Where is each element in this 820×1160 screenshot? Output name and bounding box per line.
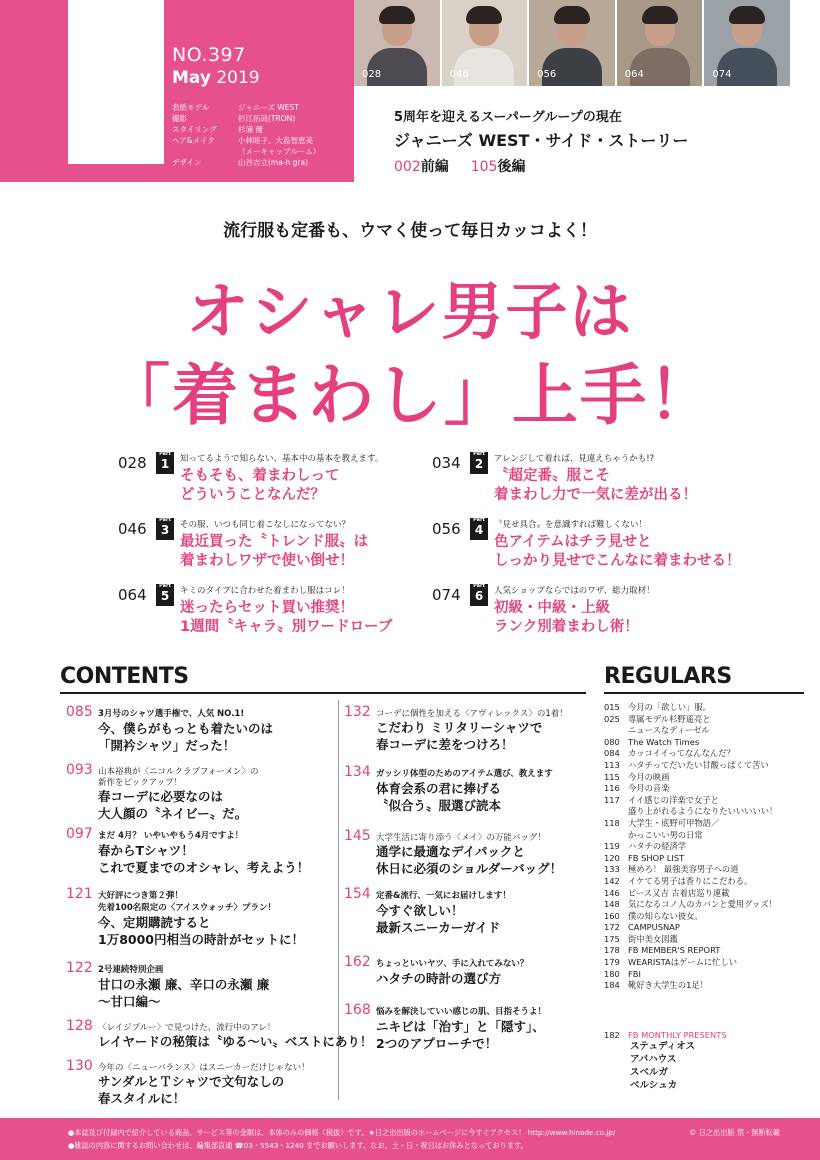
part-page: 064 <box>118 586 147 604</box>
regular-page: 115 <box>604 771 620 782</box>
regular-title: 靴好き大学生の1足！ <box>628 980 708 991</box>
part-headline-2: しっかり見せでこんなに着まわせる！ <box>494 553 741 569</box>
contents-kicker: 定番&流行、一気にお届けします！ <box>376 891 511 901</box>
regular-page: 119 <box>604 841 620 852</box>
photo-hair <box>729 6 765 24</box>
issue-date <box>172 68 260 88</box>
header-white-panel <box>68 0 164 164</box>
present-brand[interactable]: ステュディオス <box>630 1041 696 1052</box>
credit-name: 山谷吉立(ma-h gra) <box>238 158 309 167</box>
feature-part[interactable] <box>118 518 448 574</box>
contents-lead: 大学生活に寄り添う〈メイ〉の万能バッグ！ <box>376 833 546 843</box>
footer-copyright: © 日之出出版 禁・無断転載 <box>689 1128 780 1137</box>
regular-page: 117 <box>604 794 620 805</box>
part-intro: アレンジして着れば、見違えちゃうかも!? <box>494 454 655 464</box>
contents-headline: 今すぐ欲しい！ <box>376 903 464 918</box>
regular-item[interactable] <box>604 714 804 726</box>
photo-page-number: 046 <box>449 69 469 80</box>
contents-page: 168 <box>344 1002 371 1018</box>
regular-title: FB MEMBER'S REPORT <box>628 945 721 956</box>
regular-item[interactable] <box>604 795 804 807</box>
credit-role: デザイン <box>172 158 202 167</box>
photo-page-number: 056 <box>537 69 557 80</box>
regular-item[interactable] <box>604 957 804 969</box>
credit-name: ジャニーズ WEST <box>238 103 299 112</box>
contents-headline: 甘口の永瀬 廉、辛口の永瀬 廉 <box>98 977 270 992</box>
regular-title: カッコイイってなんなんだ？ <box>628 748 735 759</box>
part-headline-1: 色アイテムはチラ見せと <box>494 534 652 550</box>
contents-page: 154 <box>344 886 371 902</box>
credit-name: （メーキャップルーム） <box>238 147 321 156</box>
contents-item[interactable] <box>66 704 334 760</box>
regular-item[interactable] <box>604 737 804 749</box>
west-subtitle: 5周年を迎えるスーパーグループの現在 <box>394 110 622 125</box>
contents-lead: 山本裕典が〈ニコルクラブフォーメン〉の <box>98 767 259 777</box>
regular-page: 179 <box>604 957 620 968</box>
contents-page: 128 <box>66 1018 93 1034</box>
regular-title: 盛り上がれるようになりたいいいいい！ <box>628 806 778 817</box>
contents-headline: 今、定期購読すると <box>98 915 211 930</box>
regular-title: ニュースなディーゼル <box>628 725 710 736</box>
regular-page: 080 <box>604 736 620 747</box>
regular-page: 180 <box>604 968 620 979</box>
part-headline-1: 迷ったらセット買い推奨！ <box>180 600 354 616</box>
contents-page: 134 <box>344 764 371 780</box>
regular-title: 今月の「欲しい」服。 <box>628 702 711 712</box>
credit-row <box>172 113 320 124</box>
regular-item[interactable] <box>604 864 804 876</box>
contents-headline: 通学に最適なデイパックと <box>376 844 525 859</box>
part-badge-label: Part <box>473 451 485 457</box>
credit-row <box>172 102 320 113</box>
regular-page: 175 <box>604 933 620 944</box>
photo-hair <box>554 6 590 24</box>
contents-item[interactable] <box>344 828 594 884</box>
credit-role: ヘア&メイク <box>172 136 215 145</box>
regular-page <box>604 806 628 818</box>
monthly-presents <box>604 1030 804 1092</box>
credit-role: 撮影 <box>172 114 187 123</box>
regular-item[interactable] <box>604 980 804 992</box>
regular-item[interactable] <box>604 969 804 981</box>
contents-item[interactable] <box>66 826 334 882</box>
contents-lead: コーデに個性を加える〈アヴィレックス〉の1着！ <box>376 709 568 719</box>
contents-lead: 今年の〈ニューバランス〉はスニーカーだけじゃない！ <box>98 1063 310 1073</box>
issue-month: May <box>172 68 211 88</box>
feature-part[interactable] <box>118 584 448 640</box>
regular-page: 178 <box>604 945 620 956</box>
part-headline-2: ランク別着まわし術！ <box>494 619 639 635</box>
photo-page-number: 074 <box>712 69 732 80</box>
regular-title: 今月の映画 <box>628 771 670 782</box>
part-headline-2: どういうことなんだ？ <box>180 487 325 503</box>
regulars-rule <box>604 692 804 694</box>
contents-kicker: 先着100名限定の〈アイスウォッチ〉プラン！ <box>98 903 277 913</box>
headline-line-1: オシャレ男子は <box>186 275 634 348</box>
contents-headline: 2つのアプローチで！ <box>376 1036 498 1051</box>
part-badge-number: 4 <box>474 523 484 537</box>
regular-title: ハタチの経済学 <box>628 841 687 852</box>
present-brand[interactable]: ベルシュカ <box>630 1080 678 1091</box>
feature-part[interactable] <box>432 518 762 574</box>
photo-page-number: 028 <box>362 69 382 80</box>
regular-page: 146 <box>604 887 620 898</box>
tagline: 流行服も定番も、ウマく使って毎日カッコよく！ <box>223 221 597 241</box>
photo-hair <box>466 6 502 24</box>
regular-item[interactable] <box>604 841 804 853</box>
regulars-list <box>604 702 804 992</box>
photo-body <box>630 48 690 86</box>
cover-photo[interactable] <box>704 0 792 86</box>
credit-row <box>172 146 320 157</box>
regular-title: ピース又吉 古着店巡り連載 <box>628 887 730 898</box>
credit-role: スタイリング <box>172 125 217 134</box>
regular-title: 大学生・底野可甲物語／ <box>628 817 720 828</box>
regular-item[interactable] <box>604 702 804 714</box>
regular-page: 172 <box>604 922 620 933</box>
part-badge <box>156 584 174 606</box>
regular-page: 116 <box>604 783 620 794</box>
contents-page: 162 <box>344 954 371 970</box>
regular-title: イケてる男子は香りにこだわる。 <box>628 875 753 886</box>
regular-page: 184 <box>604 980 620 991</box>
part-badge <box>470 518 488 540</box>
west-part-2[interactable]: 105後編 <box>470 159 526 175</box>
part-badge <box>156 518 174 540</box>
contents-kicker: 悩みを解決していい感じの肌、目指そうよ！ <box>376 1007 547 1017</box>
credits <box>172 102 320 168</box>
photo-hair <box>379 6 415 24</box>
contents-item[interactable] <box>344 764 594 820</box>
west-part-1[interactable]: 002前編 <box>394 159 449 175</box>
regular-title: ハタチってだいたい甘酸っぱくて苦い <box>628 759 769 770</box>
footer-line-1: ●本誌及び付録内で紹介している商品、サービス等の金額は、本体のみの価格（税抜）です。★日之出出版のホームページに今すぐアクセス！ http://www.hinode.co.jp/ <box>68 1128 616 1137</box>
headline-line-2: 「着まわし」上手！ <box>104 357 716 434</box>
contents-headline: 「開衿シャツ」だった！ <box>98 738 236 753</box>
regular-item[interactable] <box>604 911 804 923</box>
contents-page: 132 <box>344 704 371 720</box>
regular-page <box>604 830 628 842</box>
part-badge <box>156 452 174 474</box>
contents-rule <box>60 692 586 694</box>
regular-page: 148 <box>604 899 620 910</box>
contents-headline: 大人顔の〝ネイビー〟だ。 <box>98 806 248 821</box>
feature-part[interactable] <box>118 452 448 508</box>
contents-item[interactable] <box>66 762 334 821</box>
part-page: 074 <box>432 586 461 604</box>
contents-page: 130 <box>66 1058 93 1074</box>
regular-item[interactable] <box>604 830 804 842</box>
regular-page: 133 <box>604 864 620 875</box>
part-badge-number: 6 <box>474 589 484 603</box>
part-headline-1: そもそも、着まわしって <box>180 468 340 484</box>
footer-line-2: ●雑誌の内容に関するお問い合わせは、編集部直通 ☎03・5543・1240 までお願いします。なお、土・日・祝日はお休みとなっております。 <box>68 1141 528 1150</box>
footer <box>0 1118 820 1160</box>
contents-headline: 体育会系の君に捧げる <box>376 781 502 796</box>
contents-page: 122 <box>66 960 93 976</box>
contents-item[interactable] <box>66 1058 334 1114</box>
regular-page: 015 <box>604 702 620 712</box>
photo-page-number: 064 <box>624 69 644 80</box>
part-headline-2: 着まわしワザで使い倒せ！ <box>180 553 354 569</box>
part-badge-label: Part <box>473 517 485 523</box>
contents-page: 085 <box>66 704 93 720</box>
contents-headline: 春からTシャツ！ <box>98 843 194 858</box>
regular-page: 142 <box>604 875 620 886</box>
credit-row <box>172 124 320 135</box>
cover-photo[interactable] <box>617 0 705 86</box>
issue-year: 2019 <box>216 68 260 88</box>
regular-page: 025 <box>604 713 620 724</box>
part-badge-number: 1 <box>160 457 170 471</box>
contents-headline: 〝似合う〟服選び読本 <box>376 798 502 813</box>
photo-hair <box>642 6 678 24</box>
regular-title: 今月の音楽 <box>628 783 670 794</box>
photo-body <box>717 48 777 86</box>
regular-item[interactable] <box>604 760 804 772</box>
part-badge-label: Part <box>159 517 171 523</box>
part-intro: 人気ショップならではのワザ、総力取材！ <box>494 586 655 596</box>
contents-item[interactable] <box>66 886 334 947</box>
cover-photo[interactable] <box>529 0 617 86</box>
regular-title: イイ感じの洋楽で女子と <box>628 794 719 805</box>
part-badge-number: 3 <box>160 523 170 537</box>
contents-headline: 今、僕らがもっとも着たいのは <box>98 721 274 736</box>
part-page: 056 <box>432 520 461 538</box>
contents-headline: これで夏までのオシャレ、考えよう！ <box>98 860 310 875</box>
part-headline-1: 初級・中級・上級 <box>494 600 610 616</box>
feature-part[interactable] <box>432 584 762 640</box>
contents-page: 093 <box>66 762 93 778</box>
contents-headline: ハタチの時計の選び方 <box>376 971 502 986</box>
presents-items <box>604 1040 804 1092</box>
contents-headline: レイヤードの秘策は〝ゆる〜い〟ベストにあり！ <box>98 1034 373 1049</box>
regular-title: CAMPUSNAP <box>628 922 680 933</box>
contents-headline: 1万8000円相当の時計がセットに！ <box>98 932 304 947</box>
regular-page: 160 <box>604 910 620 921</box>
regular-title: The Watch Times <box>628 736 700 747</box>
presents-page: 182 <box>604 1030 620 1040</box>
contents-headline: ニキビは「治す」と「隠す」、 <box>376 1019 545 1034</box>
feature-part[interactable] <box>432 452 762 508</box>
presents-title: FB MONTHLY PRESENTS <box>628 1030 727 1040</box>
contents-page: 145 <box>344 828 371 844</box>
credit-name: 小林睦子、大島智恵美 <box>238 136 313 145</box>
regular-title: かっこいい男の日常 <box>628 829 703 840</box>
contents-lead: 〈レイジブルー〉で見つけた、流行中のアレ！ <box>98 1023 276 1033</box>
part-badge-label: Part <box>159 583 171 589</box>
part-badge-label: Part <box>159 451 171 457</box>
part-page: 028 <box>118 454 147 472</box>
part-badge-label: Part <box>473 583 485 589</box>
regular-title: FB SHOP LIST <box>628 852 685 863</box>
regular-page: 120 <box>604 852 620 863</box>
contents-kicker: ガッシリ体型のためのアイテム選び、教えます <box>376 769 553 779</box>
contents-kicker: 2号連続特別企画 <box>98 965 164 975</box>
regular-item[interactable] <box>604 818 804 830</box>
regular-page: 118 <box>604 817 620 828</box>
cover-photo-strip <box>354 0 792 86</box>
contents-headline: 〜甘口編〜 <box>98 994 161 1009</box>
photo-body <box>367 48 427 86</box>
regular-page: 084 <box>604 748 620 759</box>
regular-item[interactable] <box>604 876 804 888</box>
regular-item[interactable] <box>604 783 804 795</box>
part-badge <box>470 584 488 606</box>
contents-headline: 春コーデに必要なのは <box>98 789 224 804</box>
cover-photo[interactable] <box>442 0 530 86</box>
part-intro: 知ってるようで知らない、基本中の基本を教えます。 <box>180 454 384 464</box>
credit-name: 杉江拓哉(TRON) <box>238 114 296 123</box>
credit-row <box>172 157 320 168</box>
contents-lead: 新作をピックアップ！ <box>98 778 183 788</box>
contents-item[interactable] <box>344 1002 594 1058</box>
issue-number: NO.397 <box>172 44 246 66</box>
regulars-title: REGULARS <box>604 664 732 689</box>
presents-header <box>604 1030 804 1040</box>
contents-headline: こだわり ミリタリーシャツで <box>376 720 543 735</box>
part-intro: その服、いつも同じ着こなしになってない？ <box>180 520 351 530</box>
contents-kicker: まだ 4月？ いやいやもう4月ですよ！ <box>98 831 244 841</box>
part-intro: キミのタイプに合わせた着まわし服はコレ！ <box>180 586 350 596</box>
contents-kicker: 大好評につき第２弾！ <box>98 891 183 901</box>
photo-body <box>542 48 602 86</box>
credit-role <box>172 146 238 157</box>
contents-kicker: ちょっといいヤツ、手に入れてみない？ <box>376 959 529 969</box>
regular-item[interactable] <box>604 772 804 784</box>
contents-kicker: 3月号のシャツ選手権で、人気 NO.1! <box>98 709 245 719</box>
contents-item[interactable] <box>344 886 594 942</box>
regular-title: 専属モデル杉野遥亮と <box>628 713 711 724</box>
regular-item[interactable] <box>604 934 804 946</box>
regular-item[interactable] <box>604 725 804 737</box>
contents-headline: 最新スニーカーガイド <box>376 920 501 935</box>
contents-page: 121 <box>66 886 93 902</box>
regular-item[interactable] <box>604 899 804 911</box>
part-badge-number: 5 <box>160 589 170 603</box>
credit-role: 表紙モデル <box>172 103 210 112</box>
west-title: ジャニーズ WEST・サイド・ストーリー <box>394 131 689 150</box>
contents-title: CONTENTS <box>60 664 189 689</box>
regular-title: 街中美女図鑑 <box>628 933 678 944</box>
contents-page: 097 <box>66 826 93 842</box>
part-badge-number: 2 <box>474 457 484 471</box>
part-page: 046 <box>118 520 147 538</box>
part-headline-2: 1週間〝キャラ〟別ワードローブ <box>180 619 393 635</box>
regular-item[interactable] <box>604 945 804 957</box>
regular-title: FBI <box>628 968 641 979</box>
present-brand[interactable]: スベルガ <box>630 1067 669 1078</box>
regular-title: 気になるコノ人のカバンと愛用グッズ！ <box>628 899 777 910</box>
part-headline-1: 最近買った〝トレンド服〟は <box>180 534 369 550</box>
credit-row <box>172 135 320 146</box>
photo-body <box>454 48 514 86</box>
regular-page <box>604 725 628 737</box>
regular-item[interactable] <box>604 922 804 934</box>
west-parts <box>394 156 525 176</box>
credit-name: 杉浦 優 <box>238 125 263 134</box>
contents-headline: 春スタイルに！ <box>98 1091 186 1106</box>
part-page: 034 <box>432 454 461 472</box>
contents-item[interactable] <box>344 704 594 760</box>
regular-page: 113 <box>604 759 620 770</box>
cover-photo[interactable] <box>354 0 442 86</box>
contents-headline: 休日に必須のショルダーバッグ！ <box>376 861 563 876</box>
regular-item[interactable] <box>604 748 804 760</box>
regular-item[interactable] <box>604 853 804 865</box>
contents-headline: 春コーデに差をつけろ！ <box>376 737 514 752</box>
regular-title: WEARISTAはゲームに忙しい <box>628 957 738 968</box>
regular-item[interactable] <box>604 806 804 818</box>
regular-title: 僕の知らない彼女。 <box>628 910 703 921</box>
part-intro: 〝見せ具合〟を意識すれば難しくない！ <box>494 520 648 530</box>
part-badge <box>470 452 488 474</box>
contents-item[interactable] <box>66 960 334 1016</box>
regular-item[interactable] <box>604 888 804 900</box>
regular-title: 極めろ！ 最強美容男子への道 <box>628 864 739 875</box>
part-headline-1: 〝超定番〟服こそ <box>494 468 610 484</box>
part-headline-2: 着まわし力で一気に差が出る！ <box>494 487 697 503</box>
present-brand[interactable]: アバハウス <box>630 1054 677 1065</box>
contents-headline: サンダルとＴシャツで文句なしの <box>98 1074 285 1089</box>
